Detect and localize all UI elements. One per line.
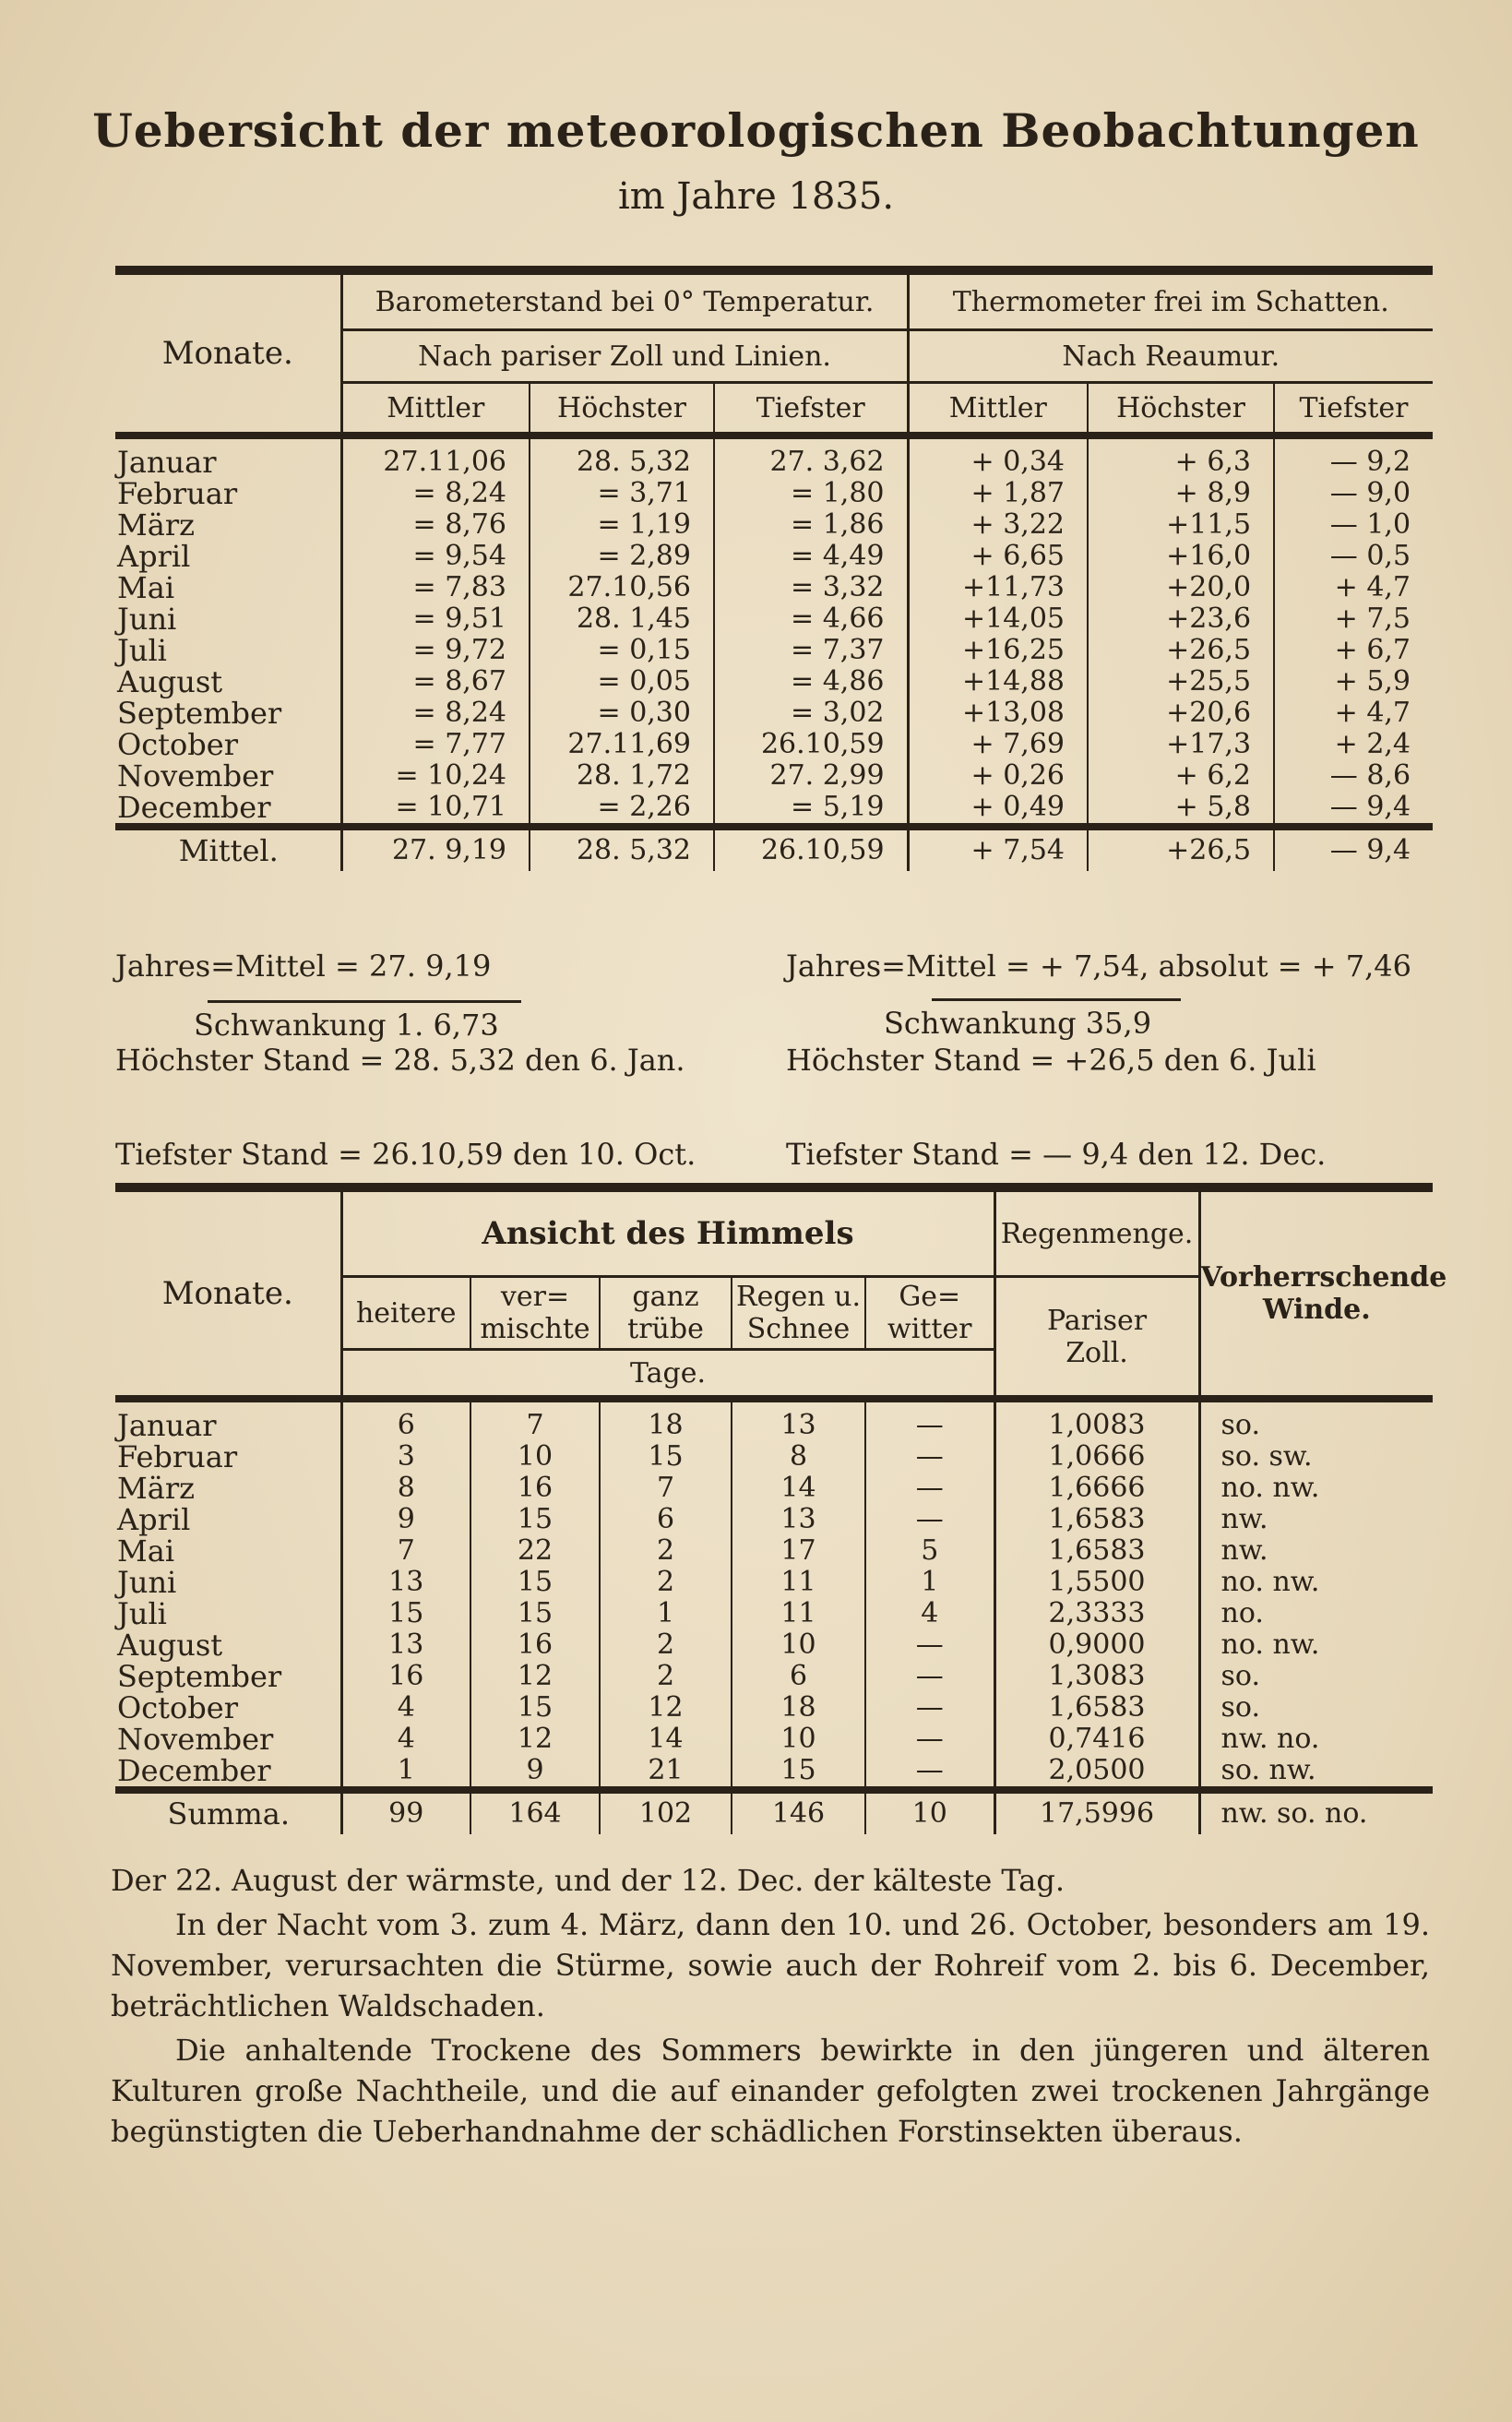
thermo-hoechster-header: Höchster (1088, 383, 1274, 435)
table1-row (115, 792, 1433, 827)
baro-hoechster-cell: 27.10,56 (530, 572, 714, 603)
table1-mittel-row (115, 827, 1433, 871)
baro-tiefster-cell: 27. 3,62 (714, 435, 908, 478)
regenmenge-cell: 1,5500 (994, 1567, 1199, 1598)
regenmenge-cell: 1,3083 (994, 1661, 1199, 1692)
regen-schnee-cell: 6 (732, 1661, 865, 1692)
month-cell: April (115, 1504, 341, 1535)
baro-tiefster-mittel: 26.10,59 (714, 827, 908, 871)
regen-schnee-cell: 8 (732, 1441, 865, 1473)
regen-schnee-cell: 14 (732, 1473, 865, 1504)
baro-mittler-cell: = 10,24 (395, 759, 506, 792)
thermo-mittler-cell: +13,08 (962, 697, 1066, 729)
vermischte-cell: 10 (470, 1441, 600, 1473)
col-regen-schnee (732, 1277, 865, 1350)
table2-row (115, 1598, 1433, 1629)
regen-schnee-cell: 10 (732, 1629, 865, 1661)
vermischte-cell: 15 (470, 1598, 600, 1629)
wind-header (1199, 1187, 1447, 1399)
gewitter-cell: — (865, 1692, 994, 1724)
ganz-truebe-cell: 7 (600, 1473, 732, 1504)
table2-row (115, 1441, 1433, 1473)
thermo-tiefster-cell: + 2,4 (1274, 729, 1433, 760)
baro-mittler-cell: = 10,71 (341, 792, 530, 827)
thermo-hoechster-cell: +11,5 (1088, 509, 1274, 541)
baro-hoechster-header: Höchster (530, 383, 714, 435)
month-cell: Juli (115, 1598, 341, 1629)
winde-cell: no. nw. (1220, 1629, 1320, 1661)
col-vermischte-1: ver= (500, 1281, 570, 1313)
baro-mittler-cell: = 8,24 (412, 477, 506, 509)
baro-mittler-cell: = 9,72 (412, 634, 506, 666)
col-gewitter-2: witter (887, 1313, 972, 1345)
thermo-schwankung: Schwankung 35,9 (884, 1006, 1152, 1041)
baro-hoechster-cell: 27.11,69 (530, 729, 714, 760)
winde-summa: nw. so. no. (1220, 1797, 1368, 1830)
winde-cell: nw. (1220, 1503, 1268, 1535)
vermischte-cell: 12 (470, 1661, 600, 1692)
thermo-tiefster-cell: + 5,9 (1274, 666, 1433, 698)
heitere-cell: 16 (388, 1660, 424, 1692)
month-cell: Januar (115, 1399, 341, 1441)
regen-schnee-cell: 13 (732, 1504, 865, 1535)
regen-schnee-cell: 11 (732, 1598, 865, 1629)
gewitter-summa: 10 (865, 1790, 994, 1834)
ganz-truebe-cell: 6 (600, 1504, 732, 1535)
baro-tiefster-cell: = 1,80 (714, 478, 908, 509)
table2-row (115, 1629, 1433, 1661)
thermometer-unit: Nach Reaumur. (908, 330, 1433, 383)
baro-tiefster-cell: 27. 2,99 (714, 760, 908, 792)
page-title: Uebersicht der meteorologischen Beobachtungen (92, 103, 1420, 158)
table2-row (115, 1504, 1433, 1535)
baro-tiefster-cell: = 3,32 (714, 572, 908, 603)
regenmenge-cell: 0,9000 (994, 1629, 1199, 1661)
thermo-tiefster-cell: + 4,7 (1274, 698, 1433, 729)
ganz-truebe-summa: 102 (600, 1790, 732, 1834)
month-cell: September (115, 1661, 341, 1692)
thermo-tiefster-cell: — 8,6 (1274, 760, 1433, 792)
thermo-tiefster-cell: + 4,7 (1274, 572, 1433, 603)
baro-hoechster-cell: = 0,05 (530, 666, 714, 698)
baro-mittler-cell: = 7,77 (412, 728, 506, 760)
baro-tiefster-cell: 26.10,59 (714, 729, 908, 760)
tage-label: Tage. (341, 1350, 994, 1400)
table2-row (115, 1567, 1433, 1598)
winde-cell: so. sw. (1220, 1440, 1313, 1473)
thermo-mittler-cell: + 6,65 (970, 540, 1066, 572)
month-cell: März (115, 1473, 341, 1504)
col-regen-1: Regen u. (735, 1281, 861, 1313)
months-header-2: Monate. (115, 1187, 341, 1399)
thermo-tiefster-cell: + 6,7 (1274, 635, 1433, 666)
sky-rain-wind-table (115, 1183, 1447, 1834)
table1-row (115, 729, 1433, 760)
heitere-cell: 3 (397, 1440, 415, 1473)
thermo-hoechster-cell: + 6,3 (1088, 435, 1274, 478)
heitere-cell: 13 (388, 1629, 424, 1661)
baro-mittler-cell: = 8,24 (412, 697, 506, 729)
thermo-tiefster-cell: — 9,2 (1274, 435, 1433, 478)
baro-mittler-cell: = 7,83 (412, 571, 506, 603)
thermo-mittler-mittel: + 7,54 (970, 834, 1066, 866)
vermischte-cell: 15 (470, 1692, 600, 1724)
rain-unit (994, 1277, 1199, 1400)
vermischte-summa: 164 (470, 1790, 600, 1834)
thermo-hoechster-cell: +25,5 (1088, 666, 1274, 698)
regen-schnee-cell: 10 (732, 1724, 865, 1755)
sky-header (341, 1187, 994, 1277)
heitere-cell: 4 (397, 1723, 415, 1755)
gewitter-cell: — (865, 1755, 994, 1790)
baro-tiefster-cell: = 4,66 (714, 603, 908, 635)
winde-cell: so. (1220, 1409, 1260, 1441)
baro-hoechster-cell: = 0,15 (530, 635, 714, 666)
heitere-summa: 99 (388, 1797, 424, 1830)
months-header: Monate. (115, 270, 341, 435)
month-cell: Mai (115, 572, 341, 603)
thermo-mittler-cell: + 3,22 (970, 508, 1066, 541)
ganz-truebe-cell: 14 (600, 1724, 732, 1755)
baro-hoechster-cell: = 0,30 (530, 698, 714, 729)
month-cell: Mai (115, 1535, 341, 1567)
thermo-jahresmittel: Jahres=Mittel = + 7,54, absolut = + 7,46 (786, 949, 1411, 984)
vermischte-cell: 16 (470, 1629, 600, 1661)
gewitter-cell: — (865, 1661, 994, 1692)
col-ganz-2: trübe (627, 1313, 704, 1345)
baro-hoechster-mittel: 28. 5,32 (530, 827, 714, 871)
note-storms: In der Nacht vom 3. zum 4. März, dann den 10. und 26. October, besonders am 19. November, verursachten die Stürme, sowie auch der Rohreif vom 2. bis 6. December, beträchtlichen Waldschaden. (111, 1907, 1430, 2023)
baro-hoechster-stand: Höchster Stand = 28. 5,32 den 6. Jan. (115, 1043, 685, 1078)
thermo-hoechster-cell: +17,3 (1088, 729, 1274, 760)
regenmenge-cell: 2,3333 (994, 1598, 1199, 1629)
month-cell: April (115, 541, 341, 572)
regen-schnee-cell: 18 (732, 1692, 865, 1724)
thermo-mittler-cell: +11,73 (962, 571, 1066, 603)
thermo-mittler-cell: + 0,49 (908, 792, 1088, 827)
month-cell: August (115, 666, 341, 698)
month-cell: December (115, 792, 341, 827)
vermischte-cell: 16 (470, 1473, 600, 1504)
month-cell: Juni (115, 603, 341, 635)
table1-row (115, 635, 1433, 666)
thermo-tiefster-cell: — 9,4 (1274, 792, 1433, 827)
barometer-unit: Nach pariser Zoll und Linien. (341, 330, 908, 383)
thermo-hoechster-cell: +16,0 (1088, 541, 1274, 572)
regenmenge-summa: 17,5996 (994, 1790, 1199, 1834)
col-regen-2: Schnee (746, 1313, 851, 1345)
rain-unit-2: Zoll. (1066, 1336, 1128, 1369)
thermo-mittler-cell: + 0,34 (970, 446, 1066, 478)
winde-cell: no. nw. (1220, 1566, 1320, 1598)
thermo-hoechster-cell: +20,6 (1088, 698, 1274, 729)
gewitter-cell: — (865, 1724, 994, 1755)
thermo-hoechster-cell: +26,5 (1088, 635, 1274, 666)
wind-header-line1: Vorherrschende (1200, 1261, 1447, 1294)
ganz-truebe-cell: 2 (600, 1661, 732, 1692)
gewitter-cell: — (865, 1399, 994, 1441)
col-vermischte (470, 1277, 600, 1350)
winde-cell: nw. no. (1220, 1723, 1320, 1755)
regenmenge-cell: 1,0666 (994, 1441, 1199, 1473)
table1-row (115, 541, 1433, 572)
table1-row (115, 760, 1433, 792)
thermo-tiefster-mittel: — 9,4 (1274, 827, 1433, 871)
month-cell: September (115, 698, 341, 729)
baro-hoechster-cell: = 2,26 (530, 792, 714, 827)
month-summa: Summa. (115, 1790, 341, 1834)
table1-row (115, 603, 1433, 635)
baro-mittler-cell: = 9,51 (412, 603, 506, 635)
barometer-summary (115, 888, 696, 1233)
table2-row (115, 1661, 1433, 1692)
baro-schwankung: Schwankung 1. 6,73 (194, 1008, 499, 1043)
table1-row (115, 572, 1433, 603)
gewitter-cell: 4 (865, 1598, 994, 1629)
col-ganz-truebe (600, 1277, 732, 1350)
rain-header: Regenmenge. (994, 1187, 1199, 1277)
baro-mittler-mittel: 27. 9,19 (391, 834, 506, 866)
table1-row (115, 698, 1433, 729)
thermo-hoechster-stand: Höchster Stand = +26,5 den 6. Juli (786, 1043, 1316, 1078)
month-cell: November (115, 760, 341, 792)
regenmenge-cell: 0,7416 (994, 1724, 1199, 1755)
vermischte-cell: 15 (470, 1504, 600, 1535)
table2-row (115, 1755, 1433, 1790)
thermo-mittler-cell: + 0,26 (970, 759, 1066, 792)
ganz-truebe-cell: 21 (600, 1755, 732, 1790)
thermo-hoechster-cell: + 6,2 (1088, 760, 1274, 792)
thermometer-header: Thermometer frei im Schatten. (908, 270, 1433, 330)
heitere-cell: 9 (397, 1503, 415, 1535)
barometer-thermometer-table (115, 266, 1433, 871)
winde-cell: so. (1220, 1660, 1260, 1692)
thermo-tiefster-cell: — 9,0 (1274, 478, 1433, 509)
thermo-swing-rule (932, 998, 1181, 1001)
ganz-truebe-cell: 1 (600, 1598, 732, 1629)
vermischte-cell: 7 (470, 1399, 600, 1441)
gewitter-cell: — (865, 1504, 994, 1535)
col-ganz-1: ganz (632, 1281, 699, 1313)
thermo-mittler-cell: +14,88 (962, 665, 1066, 698)
month-cell: October (115, 1692, 341, 1724)
ganz-truebe-cell: 2 (600, 1567, 732, 1598)
month-cell: Februar (115, 1441, 341, 1473)
gewitter-cell: 1 (865, 1567, 994, 1598)
winde-cell: so. nw. (1199, 1755, 1433, 1790)
gewitter-cell: — (865, 1441, 994, 1473)
table2-summa-row (115, 1790, 1433, 1834)
heitere-cell: 8 (397, 1472, 415, 1504)
baro-hoechster-cell: 28. 1,72 (530, 760, 714, 792)
thermo-mittler-cell: + 7,69 (970, 728, 1066, 760)
month-cell: Juni (115, 1567, 341, 1598)
month-cell: Januar (115, 435, 341, 478)
vermischte-cell: 15 (470, 1567, 600, 1598)
table1-row (115, 435, 1433, 478)
baro-hoechster-cell: = 2,89 (530, 541, 714, 572)
thermo-tiefster-cell: + 7,5 (1274, 603, 1433, 635)
table1-row (115, 509, 1433, 541)
gewitter-cell: — (865, 1629, 994, 1661)
table2-body (115, 1399, 1433, 1834)
col-vermischte-2: mischte (480, 1313, 590, 1345)
thermo-hoechster-cell: +20,0 (1088, 572, 1274, 603)
vermischte-cell: 9 (470, 1755, 600, 1790)
thermo-hoechster-cell: +23,6 (1088, 603, 1274, 635)
thermo-mittler-header: Mittler (908, 383, 1088, 435)
ganz-truebe-cell: 2 (600, 1535, 732, 1567)
col-gewitter (865, 1277, 994, 1350)
month-cell: December (115, 1755, 341, 1790)
regenmenge-cell: 1,0083 (994, 1399, 1199, 1441)
vermischte-cell: 12 (470, 1724, 600, 1755)
baro-tiefster-cell: = 5,19 (714, 792, 908, 827)
thermometer-summary (786, 888, 1411, 1233)
baro-tiefster-header: Tiefster (714, 383, 908, 435)
month-cell: Februar (115, 478, 341, 509)
sky-header-text: Ansicht des Himmels (482, 1215, 854, 1252)
table2-row (115, 1399, 1433, 1441)
gewitter-cell: 5 (865, 1535, 994, 1567)
rain-unit-1: Pariser (1046, 1304, 1148, 1337)
thermo-tiefster-cell: — 0,5 (1274, 541, 1433, 572)
regen-schnee-cell: 17 (732, 1535, 865, 1567)
thermo-tiefster-cell: — 1,0 (1274, 509, 1433, 541)
baro-tiefster-stand: Tiefster Stand = 26.10,59 den 10. Oct. (115, 1137, 696, 1172)
baro-tiefster-cell: = 3,02 (714, 698, 908, 729)
regen-schnee-cell: 11 (732, 1567, 865, 1598)
wind-header-line2: Winde. (1262, 1294, 1371, 1326)
baro-hoechster-cell: 28. 1,45 (530, 603, 714, 635)
regenmenge-cell: 1,6583 (994, 1535, 1199, 1567)
regen-schnee-cell: 13 (732, 1399, 865, 1441)
thermo-mittler-cell: +16,25 (962, 634, 1066, 666)
table2-row (115, 1473, 1433, 1504)
baro-hoechster-cell: 28. 5,32 (530, 435, 714, 478)
note-warmest-coldest: Der 22. August der wärmste, und der 12. Dec. der kälteste Tag. (111, 1863, 1066, 1898)
heitere-cell: 15 (388, 1597, 424, 1629)
page-subtitle: im Jahre 1835. (617, 175, 895, 218)
regen-schnee-cell: 15 (732, 1755, 865, 1790)
regen-schnee-summa: 146 (732, 1790, 865, 1834)
thermo-tiefster-header: Tiefster (1274, 383, 1433, 435)
baro-jahresmittel: Jahres=Mittel = 27. 9,19 (115, 949, 492, 984)
winde-cell: no. nw. (1220, 1472, 1320, 1504)
col-heitere: heitere (341, 1277, 470, 1350)
baro-hoechster-cell: = 1,19 (530, 509, 714, 541)
barometer-header: Barometerstand bei 0° Temperatur. (341, 270, 908, 330)
baro-swing-rule (208, 1000, 521, 1003)
table1-row (115, 478, 1433, 509)
regenmenge-cell: 2,0500 (994, 1755, 1199, 1790)
regenmenge-cell: 1,6666 (994, 1473, 1199, 1504)
thermo-hoechster-mittel: +26,5 (1088, 827, 1274, 871)
month-cell: März (115, 509, 341, 541)
baro-mittler-cell: 27.11,06 (383, 446, 506, 478)
table2-row (115, 1535, 1433, 1567)
table2-row (115, 1692, 1433, 1724)
baro-tiefster-cell: = 1,86 (714, 509, 908, 541)
month-cell: October (115, 729, 341, 760)
gewitter-cell: — (865, 1473, 994, 1504)
col-gewitter-1: Ge= (899, 1281, 961, 1313)
heitere-cell: 1 (341, 1755, 470, 1790)
ganz-truebe-cell: 2 (600, 1629, 732, 1661)
ganz-truebe-cell: 15 (600, 1441, 732, 1473)
heitere-cell: 6 (397, 1409, 415, 1441)
thermo-mittler-cell: + 1,87 (970, 477, 1066, 509)
ganz-truebe-cell: 12 (600, 1692, 732, 1724)
baro-tiefster-cell: = 4,86 (714, 666, 908, 698)
month-cell: November (115, 1724, 341, 1755)
regenmenge-cell: 1,6583 (994, 1692, 1199, 1724)
heitere-cell: 4 (397, 1691, 415, 1724)
baro-hoechster-cell: = 3,71 (530, 478, 714, 509)
baro-mittler-cell: = 8,76 (412, 508, 506, 541)
table1-body (115, 435, 1433, 871)
baro-mittler-header: Mittler (341, 383, 530, 435)
thermo-hoechster-cell: + 8,9 (1088, 478, 1274, 509)
month-cell: August (115, 1629, 341, 1661)
vermischte-cell: 22 (470, 1535, 600, 1567)
baro-tiefster-cell: = 4,49 (714, 541, 908, 572)
baro-mittler-cell: = 8,67 (412, 665, 506, 698)
thermo-mittler-cell: +14,05 (962, 603, 1066, 635)
baro-mittler-cell: = 9,54 (412, 540, 506, 572)
thermo-tiefster-stand: Tiefster Stand = — 9,4 den 12. Dec. (786, 1137, 1327, 1172)
winde-cell: so. (1220, 1691, 1260, 1724)
winde-cell: no. (1220, 1597, 1264, 1629)
month-mittel: Mittel. (115, 827, 341, 871)
winde-cell: nw. (1220, 1534, 1268, 1567)
heitere-cell: 7 (397, 1534, 415, 1567)
heitere-cell: 13 (388, 1566, 424, 1598)
note-drought: Die anhaltende Trockene des Sommers bewirkte in den jüngeren und älteren Kulturen große Nachtheile, und die auf einander gefolgten zwei trockenen Jahrgänge begünstigten die Ueberhandnahme der schädlichen Forstinsekten überaus. (111, 2033, 1430, 2149)
month-cell: Juli (115, 635, 341, 666)
regenmenge-cell: 1,6583 (994, 1504, 1199, 1535)
baro-tiefster-cell: = 7,37 (714, 635, 908, 666)
ganz-truebe-cell: 18 (600, 1399, 732, 1441)
thermo-hoechster-cell: + 5,8 (1088, 792, 1274, 827)
table1-row (115, 666, 1433, 698)
table2-row (115, 1724, 1433, 1755)
